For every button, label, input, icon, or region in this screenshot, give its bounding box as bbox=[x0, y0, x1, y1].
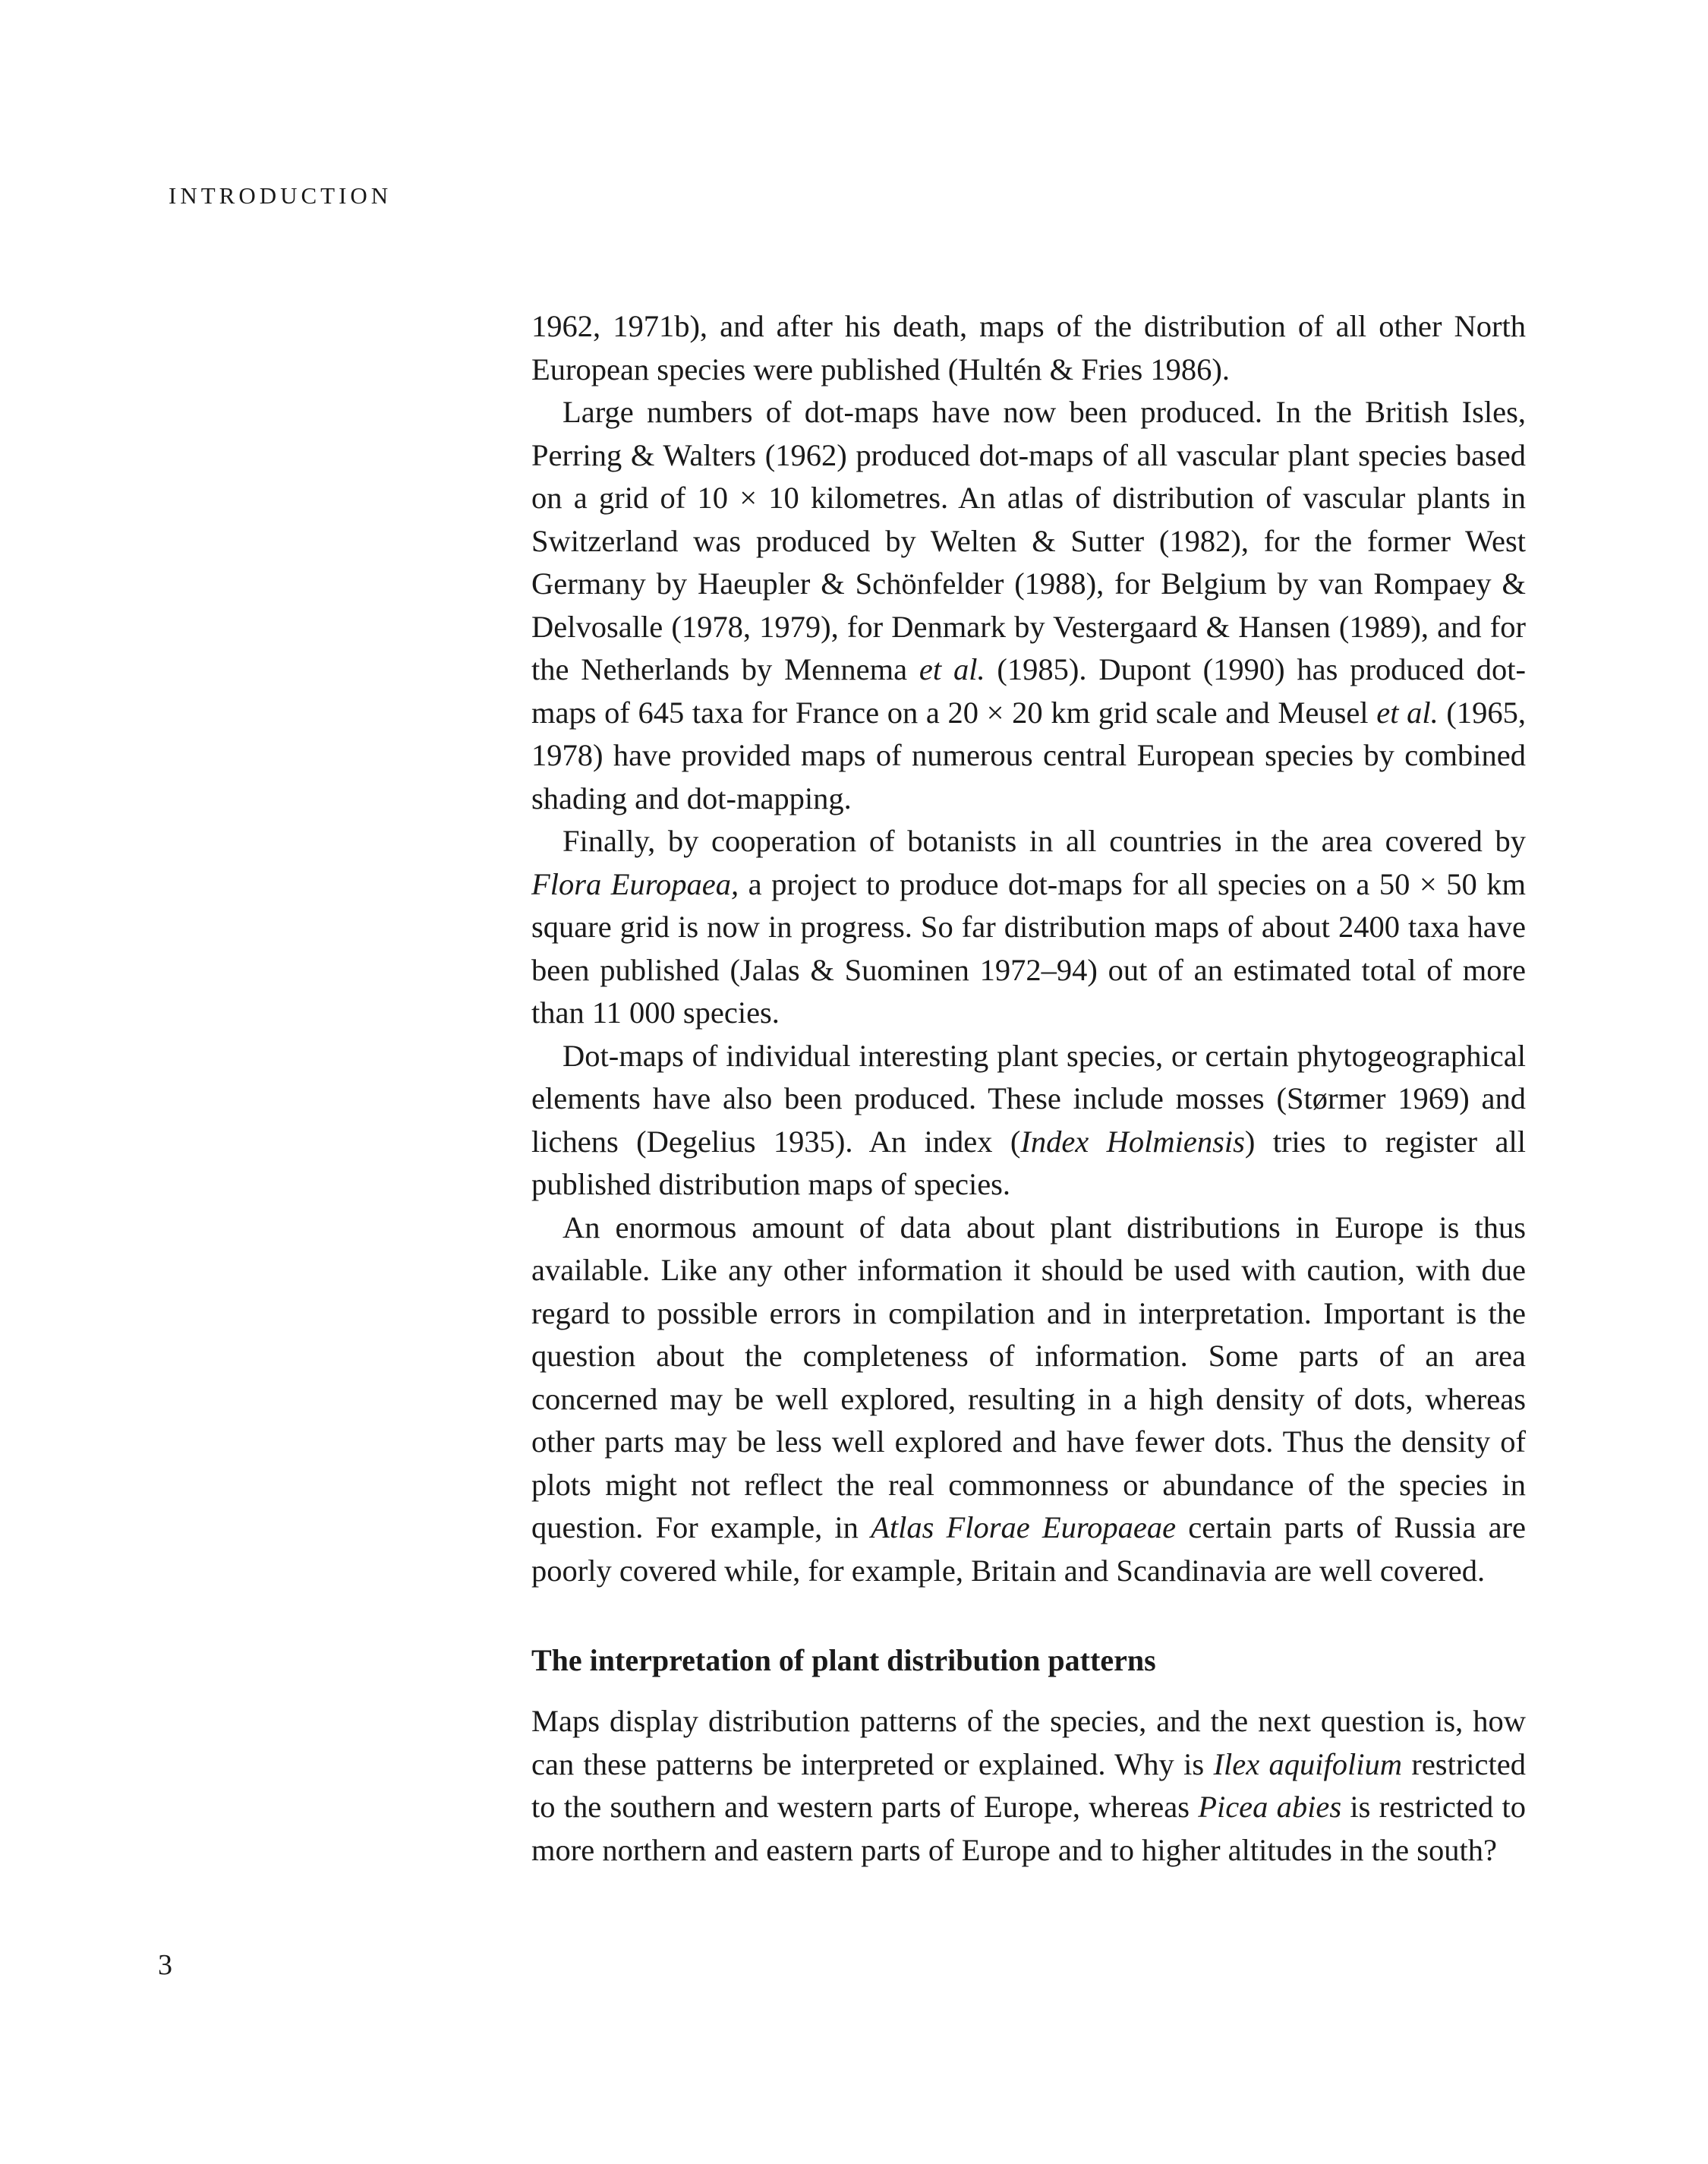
paragraph-6-text-c: is restricted to more northern and eastern parts of Europe and to higher altitudes in the south? bbox=[531, 1790, 1527, 1867]
paragraph-5-text-a: An enormous amount of data about plant distributions in Europe is thus available. Like any other information it should be used with caution, with due regard to possible errors in compilation and in interpretation. Important is the question about the completeness of information. Some parts of an area concerned may be well explored, resulting in a high density of dots, whereas other parts may be less well explored and have fewer dots. Thus the density of plots might not reflect the real commonness or abundance of the species in question. For example, in bbox=[531, 1210, 1526, 1544]
paragraph-2-text-a: Large numbers of dot-maps have now been produced. In the British Isles, Perring & Walters (1962) produced dot-maps of all vascular plant species based on a grid of 10 × 10 kilometres. An atlas of distribution of vascular plants in Switzerland was produced by Welten & Sutter (1982), for the former West Germany by Haeupler & Schönfelder (1988), for Belgium by van Rompaey & Delvosalle (1978, 1979), for Denmark by Vestergaard & Hansen (1989), and for the Netherlands by Mennema bbox=[531, 395, 1526, 686]
paragraph-4-text-b: ) tries to register all published distribution maps of species. bbox=[531, 1124, 1527, 1201]
et-al-citation: et al. bbox=[919, 652, 985, 686]
paragraph-3 bbox=[531, 820, 1526, 1035]
paragraph-1-text: 1962, 1971b), and after his death, maps of the distribution of all other North European species were published (Hultén & Fries 1986). bbox=[531, 309, 1526, 386]
section-heading: The interpretation of plant distribution patterns bbox=[531, 1643, 1156, 1677]
paragraph-2 bbox=[531, 391, 1526, 820]
paragraph-6-text-a: Maps display distribution patterns of the species, and the next question is, how can these patterns be interpreted or explained. Why is bbox=[531, 1704, 1526, 1781]
paragraph-3-text-b: a project to produce dot-maps for all species on a 50 × 50 km square grid is now in progress. So far distribution maps of about 2400 taxa have been published (Jalas & Suominen 1972–94) out of an estimated total of more than 11 000 species. bbox=[531, 866, 1526, 1030]
paragraph-4 bbox=[531, 1035, 1526, 1207]
index-holmiensis-title: Index Holmiensis bbox=[1020, 1124, 1245, 1159]
paragraph-1 bbox=[531, 305, 1526, 391]
running-head: INTRODUCTION bbox=[169, 182, 392, 209]
species-name-picea: Picea abies bbox=[1198, 1790, 1342, 1824]
et-al-citation: et al. bbox=[1376, 695, 1439, 730]
page-number: 3 bbox=[158, 1949, 172, 1981]
species-name-ilex: Ilex aquifolium bbox=[1213, 1746, 1403, 1781]
paragraph-5 bbox=[531, 1207, 1526, 1593]
paragraph-6 bbox=[531, 1700, 1526, 1872]
atlas-title: Atlas Florae Europaeae bbox=[871, 1510, 1177, 1544]
paragraph-2-text-c: (1965, 1978) have provided maps of numerous central European species by combined shading and dot-mapping. bbox=[531, 695, 1526, 815]
paragraph-5-text-b: certain parts of Russia are poorly covered while, for example, Britain and Scandinavia are well covered. bbox=[531, 1510, 1527, 1588]
paragraph-4-text-a: Dot-maps of individual interesting plant species, or certain phytogeographical elements have also been produced. These include mosses (Størmer 1969) and lichens (Degelius 1935). An index ( bbox=[531, 1038, 1526, 1159]
flora-europaea-title: Flora Europaea, bbox=[531, 866, 739, 901]
body-text bbox=[531, 305, 1526, 1872]
paragraph-2-text-b: (1985). Dupont (1990) has produced dot-maps of 645 taxa for France on a 20 × 20 km grid scale and Meusel bbox=[531, 652, 1526, 730]
paragraph-6-text-b: restricted to the southern and western parts of Europe, whereas bbox=[531, 1746, 1527, 1824]
paragraph-3-text-a: Finally, by cooperation of botanists in all countries in the area covered by bbox=[563, 824, 1526, 858]
